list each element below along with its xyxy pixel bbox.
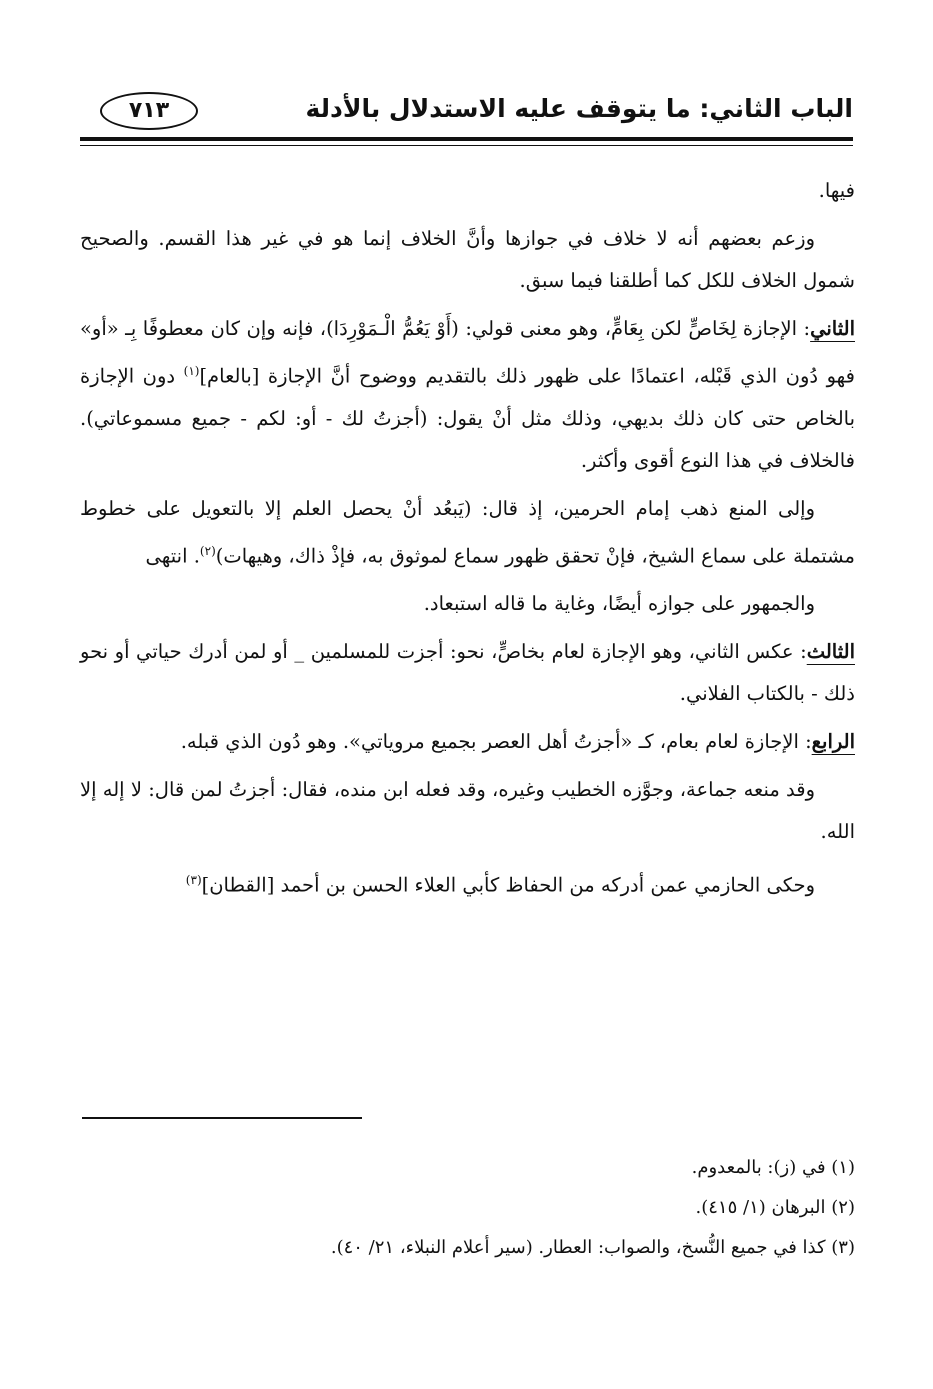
page-number: ٧١٣ (100, 92, 198, 130)
footnote-1: (١) في (ز): بالمعدوم. (691, 1157, 855, 1178)
main-text (80, 170, 855, 913)
text-run: . انتهى (145, 544, 200, 567)
header-rule-thick (80, 137, 853, 141)
text-run: وإلى المنع ذهب إمام الحرمين، إذ قال: (يَبعُد أنْ يحصل العلم إلا بالتعويل على خطوط مشتملة على سماع الشيخ، فإنْ تحقق ظهور سماع لموثوق به، فإذْ ذاك، وهيهات) (80, 496, 855, 567)
chapter-title: الباب الثاني: ما يتوقف عليه الاستدلال بالأدلة (305, 94, 853, 123)
text-run: : الإجازة لِخَاصٍّ لكن بِعَامٍّ، وهو معنى قولي: (أَوْ يَعُمُّ الْـمَوْرِدَا)، فإنه وإن كان معطوفًا بِـ «أو» فهو دُون الذي قَبْله، اعتمادًا على ظهور ذلك بالتقديم ووضوح أنَّ الإجازة [بالعام] (80, 317, 855, 388)
paragraph (80, 218, 855, 302)
text-run: دون الإجازة بالخاص حتى كان ذلك بديهي، وذلك مثل أنْ يقول: (أجزتُ لك - أو: لكم - جميع مسموعاتي). فالخلاف في هذا النوع أقوى وأكثر. (80, 364, 855, 472)
paragraph (80, 170, 855, 212)
text-run: : الإجازة لعام بعام، كـ «أجزتُ أهل العصر بجميع مروياتي». وهو دُون الذي قبله. (180, 730, 812, 753)
footnote-ref[interactable]: (٣) (185, 873, 202, 887)
paragraph (80, 308, 855, 482)
running-header (80, 88, 853, 138)
text-run: : عكس الثاني، وهو الإجازة لعام بخاصٍّ، نحو: أجزت للمسلمين _ أو لمن أدرك حياتي أو نحو ذلك - بالكتاب الفلاني. (80, 640, 855, 705)
paragraph (80, 859, 855, 907)
paragraph (80, 631, 855, 715)
section-term: الرابع (811, 730, 855, 753)
footnotes (80, 1148, 855, 1268)
paragraph (80, 721, 855, 763)
header-rule-thin (80, 145, 853, 146)
text-run: وزعم بعضهم أنه لا خلاف في جوازها وأنَّ الخلاف إنما هو في غير هذا القسم. والصحيح شمول الخلاف للكل كما أطلقنا فيما سبق. (80, 227, 855, 292)
footnote-ref[interactable]: (١) (183, 364, 200, 378)
text-run: وحكى الحازمي عمن أدركه من الحفاظ كأبي العلاء الحسن بن أحمد [القطان] (201, 873, 815, 897)
text-run: وقد منعه جماعة، وجوَّزه الخطيب وغيره، وقد فعله ابن منده، فقال: أجزتُ لمن قال: لا إله إلا الله. (80, 778, 855, 843)
paragraph (80, 583, 855, 625)
section-term: الثالث (806, 640, 855, 663)
paragraph (80, 769, 855, 853)
footnote-ref[interactable]: (٢) (199, 543, 216, 558)
section-term: الثاني (810, 317, 855, 340)
text-run: فيها. (818, 179, 855, 202)
footnote-2: (٢) البرهان (١/ ٤١٥). (695, 1197, 855, 1218)
paragraph (80, 488, 855, 578)
footnote-separator (82, 1117, 362, 1119)
text-run: والجمهور على جوازه أيضًا، وغاية ما قاله استبعاد. (423, 592, 815, 615)
footnote-3: (٣) كذا في جميع النُّسخ، والصواب: العطار. (سير أعلام النبلاء، ٢١/ ٤٠). (330, 1237, 855, 1258)
